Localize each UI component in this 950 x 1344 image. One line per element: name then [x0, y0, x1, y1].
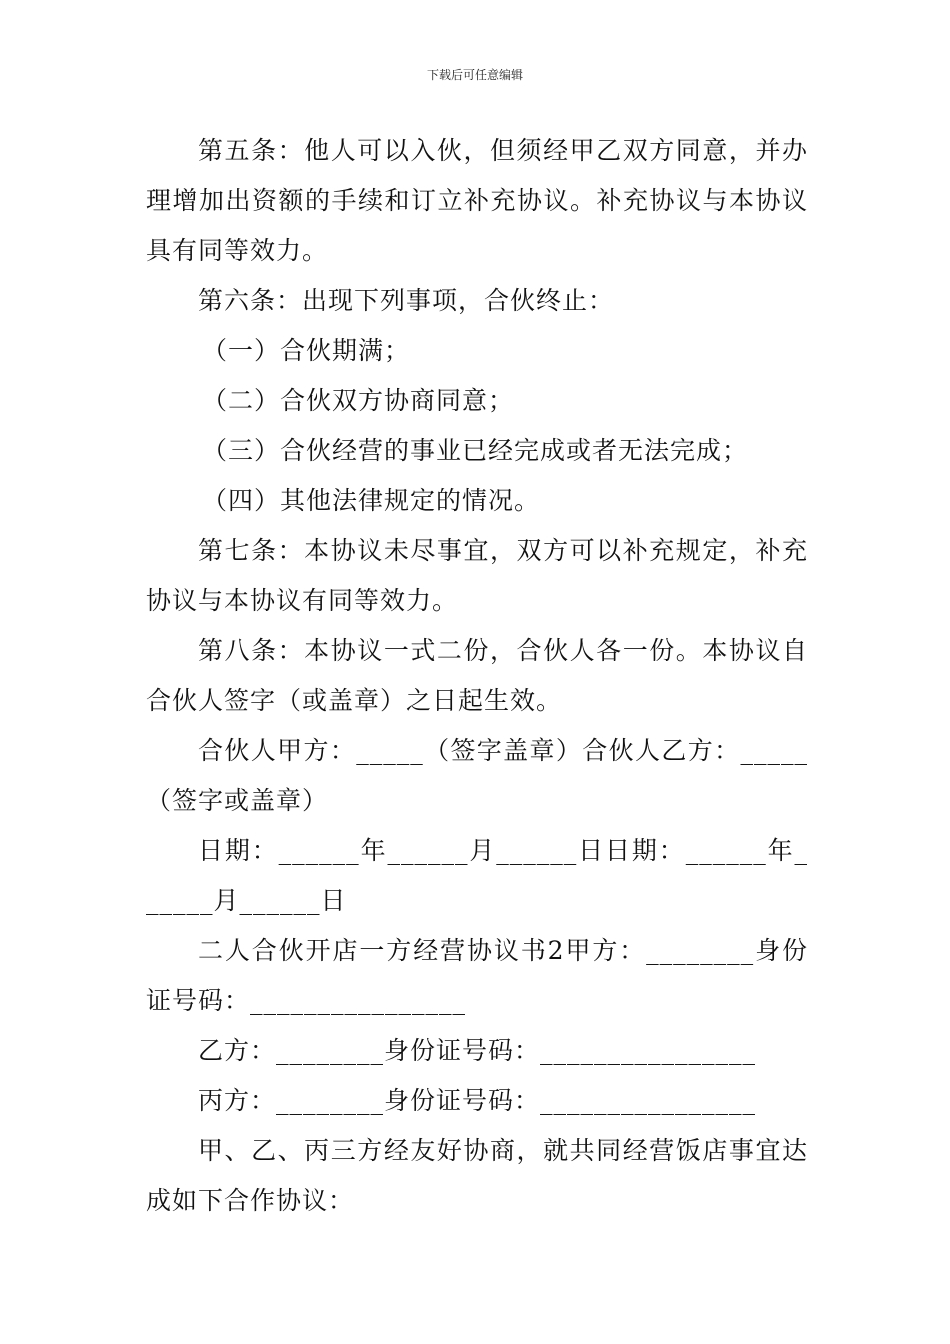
- document-body: [146, 126, 808, 1226]
- signature-line: 合伙人甲方：_____（签字盖章）合伙人乙方：_____（签字或盖章）: [146, 736, 808, 815]
- clause-6-item-1: （一）合伙期满；: [202, 336, 411, 365]
- party-a-line: 二人合伙开店一方经营协议书2甲方：________身份证号码：________________: [146, 936, 808, 1015]
- clause-6-item-4: （四）其他法律规定的情况。: [202, 486, 541, 515]
- clause-7: 第七条：本协议未尽事宜，双方可以补充规定，补充协议与本协议有同等效力。: [146, 536, 808, 615]
- party-c-line: 丙方：________身份证号码：________________: [198, 1086, 757, 1115]
- header-note: 下载后可任意编辑: [426, 68, 523, 82]
- clause-6-item-2: （二）合伙双方协商同意；: [202, 386, 515, 415]
- clause-8: 第八条：本协议一式二份，合伙人各一份。本协议自合伙人签字（或盖章）之日起生效。: [146, 636, 808, 715]
- date-line: 日期：______年______月______日日期：______年______月______日: [146, 836, 808, 915]
- clause-6: 第六条：出现下列事项，合伙终止：: [198, 286, 615, 315]
- clause-5: 第五条：他人可以入伙，但须经甲乙双方同意，并办理增加出资额的手续和订立补充协议。补充协议与本协议具有同等效力。: [146, 136, 808, 265]
- party-b-line: 乙方：________身份证号码：________________: [198, 1036, 757, 1065]
- clause-6-item-3: （三）合伙经营的事业已经完成或者无法完成；: [202, 436, 749, 465]
- agreement-intro: 甲、乙、丙三方经友好协商，就共同经营饭店事宜达成如下合作协议：: [146, 1136, 808, 1215]
